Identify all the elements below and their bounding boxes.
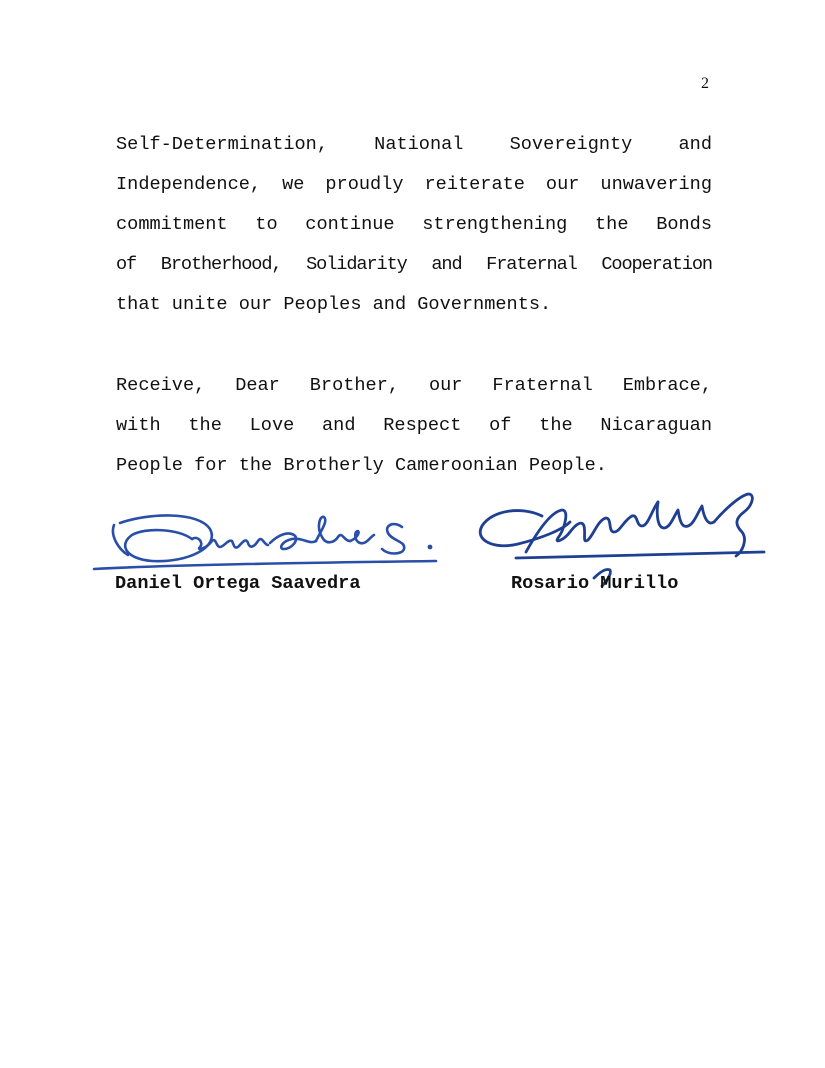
paragraph-line: of Brotherhood, Solidarity and Fraternal Cooperation (116, 254, 712, 275)
paragraph-line: Self-Determination, National Sovereignty and (116, 134, 712, 155)
page-number: 2 (701, 75, 709, 92)
signature-daniel-ortega (88, 505, 443, 583)
paragraph-line: People for the Brotherly Cameroonian People. (116, 455, 607, 476)
paragraph-line: Receive, Dear Brother, our Fraternal Embrace, (116, 375, 712, 396)
signer-name-rosario-murillo: Rosario Murillo (511, 573, 679, 594)
closing-paragraph (116, 366, 712, 486)
paragraph-line: with the Love and Respect of the Nicaraguan (116, 415, 712, 436)
paragraph-line: that unite our Peoples and Governments. (116, 294, 552, 315)
paragraph-line: Independence, we proudly reiterate our unwavering (116, 174, 712, 195)
signer-name-daniel-ortega: Daniel Ortega Saavedra (115, 573, 361, 594)
body-paragraph (116, 125, 712, 325)
paragraph-line: commitment to continue strengthening the Bonds (116, 214, 712, 235)
